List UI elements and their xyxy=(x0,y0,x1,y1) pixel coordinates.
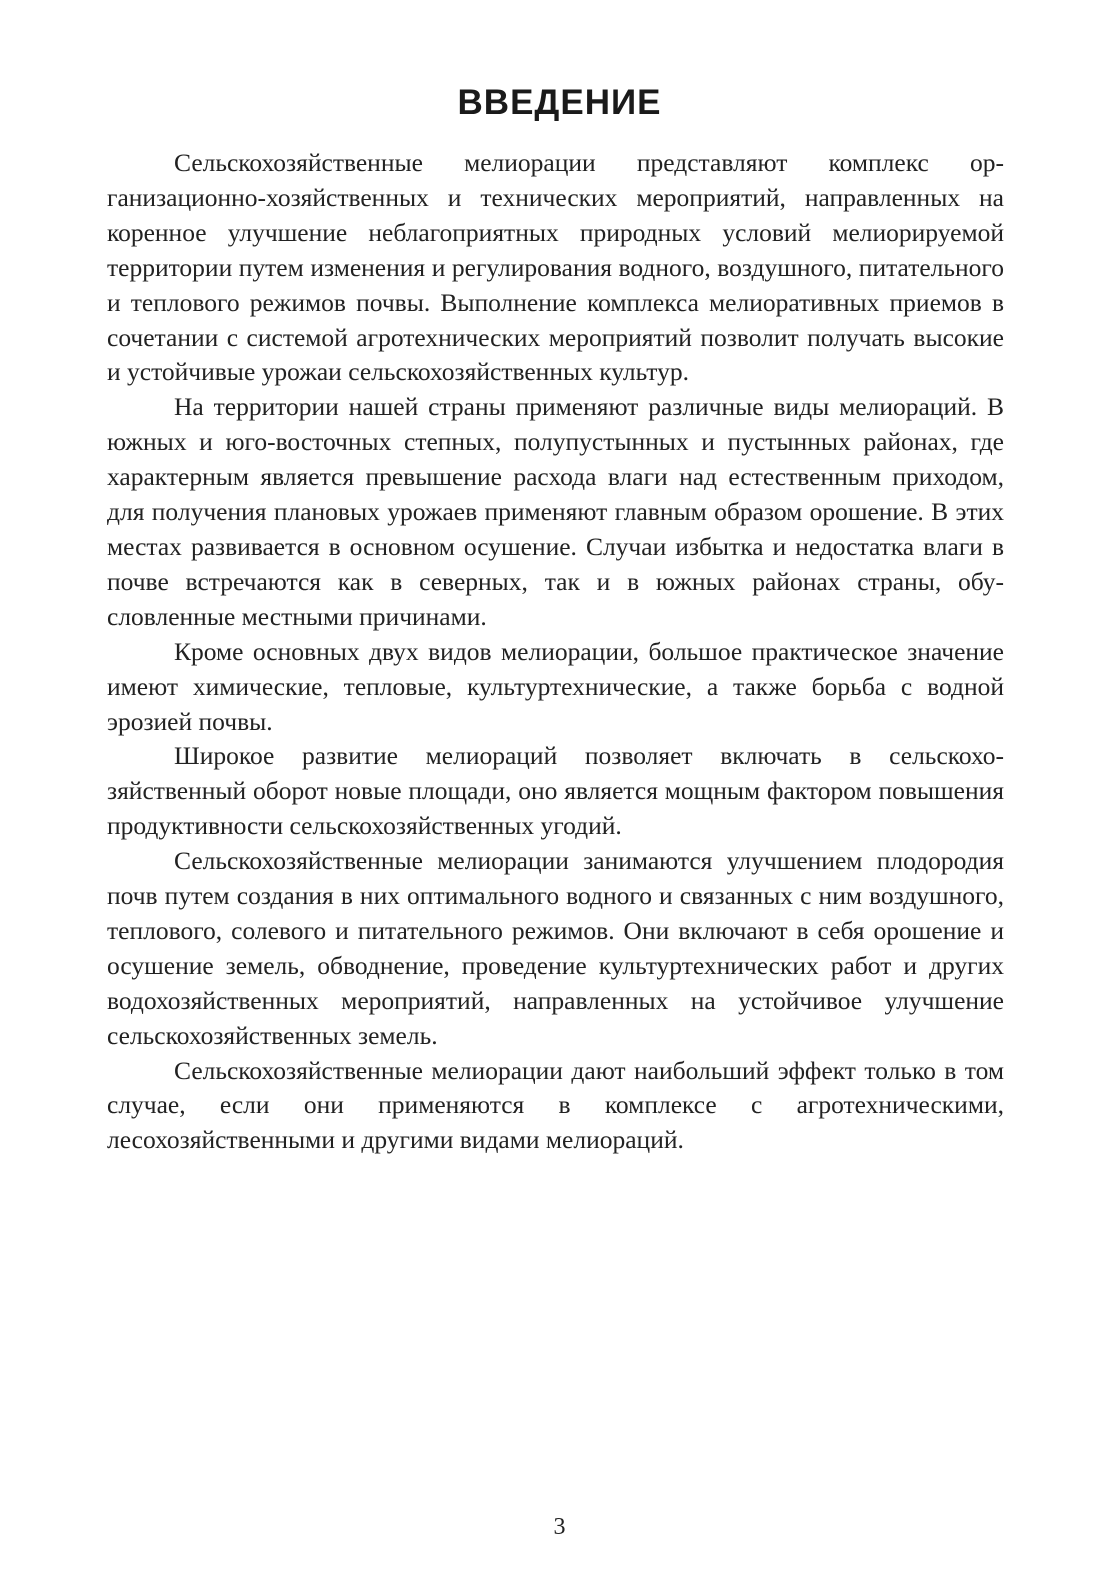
paragraph: Сельскохозяйственные мелиорации представляют комплекс организационно-хозяйственных и технических мероприятий, направленных на коренное улучшение неблагоприятных природных условий мелиорируемой территории путем изменения и регулирования водного, воздушного, питательного и теплового режимов почвы. Выполнение комплекса мелиоративных приемов в сочетании с системой агротехнических мероприятий позволит получать высокие и устойчивые урожаи сельскохозяйственных культур. xyxy=(107,148,1004,387)
paragraph: Сельскохозяйственные мелиорации дают наибольший эффект только в том случае, если они применяются в комплексе с агротехническими, лесохозяйственными и другими видами мелиораций. xyxy=(107,1055,1004,1155)
paragraph: Кроме основных двух видов мелиорации, большое практическое значение имеют химические, тепловые, культуртехнические, а также борьба с водной эрозией почвы. xyxy=(107,636,1004,736)
paragraph: Широкое развитие мелиораций позволяет включать в сельскохозяйственный оборот новые площади, оно является мощным фактором повышения продуктивности сельскохозяйственных угодий. xyxy=(107,741,1004,841)
paragraph: Сельскохозяйственные мелиорации занимаются улучшением плодородия почв путем создания в них оптимального водного и связанных с ним воздушного, теплового, солевого и питательного режимов. Они включают в себя орошение и осушение земель, обводнение, проведение культуртехнических работ и других водохозяйственных мероприятий, направленных на устойчивое улучшение сельскохозяйственных земель. xyxy=(107,846,1004,1050)
page-title: ВВЕДЕНИЕ xyxy=(457,83,662,122)
paragraph: На территории нашей страны применяют различные виды мелиораций. В южных и юго-восточных степных, полупустынных и пустынных районах, где характерным является превышение расхода влаги над естественным приходом, для получения плановых урожаев применяют главным образом орошение. В этих местах развивается в основном осушение. Случаи избытка и недостатка влаги в почве встречаются как в северных, так и в южных районах страны, обусловленные местными причинами. xyxy=(107,392,1004,631)
page-number: 3 xyxy=(553,1514,566,1540)
body-text xyxy=(107,146,1004,1158)
